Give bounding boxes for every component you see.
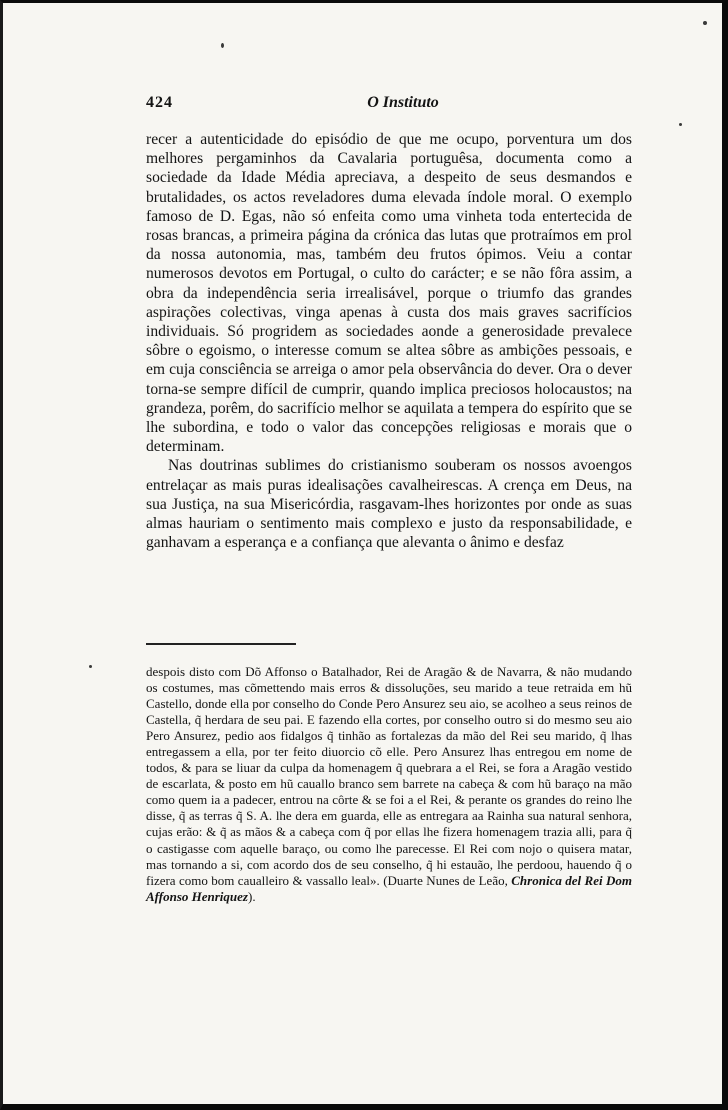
- footnote-citation: Chronica del Rei Dom Affonso Henriquez: [146, 872, 633, 904]
- footnote: [146, 664, 632, 905]
- footnote-rule: [146, 643, 296, 645]
- scan-speck: [703, 21, 707, 25]
- running-head: [146, 94, 630, 116]
- book-page: [118, 0, 633, 1100]
- footnote-citation-end: ).: [247, 888, 256, 904]
- footnote-text: despois disto com Dõ Affonso o Batalhador, Rei de Aragão & de Navarra, & não mudando os costumes, mas cõmettendo mais erros & dissoluções, seu marido a teue retraida em hũ Castello, donde ella por conselho do Conde Pero Ansurez seu aio, se acolheo a seus reinos de Castella, q̃ herdara de seu pai. E fazendo ella cortes, por conselho outro si do mesmo seu aio Pero Ansurez, pedio aos fidalgos q̃ tinhão as fortalezas da mão del Rei seu marido, q̃ lhas entregassem a ella, por ter feito diuorcio cõ elle. Pero Ansurez lhas entregou em nome de todos, & para se liuar da culpa da homenagem q̃ quebrara a el Rei, se fora a Aragão vestido de escarlata, & posto em hũ cauallo branco sem barrete na cabeça & com hũ baraço na mão como quem ia a padecer, entrou na côrte & se foi a el Rei, & perante os grandes do reino lhe disse, q̃ as terras q̃ S. A. lhe dera em guarda, elle as entregara aa Rainha sua natural senhora, cujas erão: & q̃ as mãos & a cabeça com q̃ por ellas lhe fizera homenagem trazia alli, para q̃ o castigasse com aquelle baraço, ou como lhe parecesse. El Rei com nojo o quisera matar, mas tornando a si, com acordo dos de seu conselho, q̃ hi estauão, lhe perdoou, hauendo q̃ o fizera como bom caualleiro & vassallo leal». (Duarte Nunes de Leão,: [146, 664, 632, 888]
- scan-speck: [89, 665, 92, 668]
- scan-speck: [679, 123, 682, 126]
- main-text: [146, 130, 632, 552]
- running-title: O Instituto: [367, 94, 439, 111]
- paragraph: [146, 456, 632, 552]
- page-number: 424: [146, 94, 173, 111]
- paragraph-text: Nas doutrinas sublimes do cristianismo souberam os nossos avoengos entrelaçar as mais puras idealisações cavalheirescas. A crença em Deus, na sua Justiça, na sua Misericórdia, rasgavam-lhes horizontes por onde as suas almas hauriam o sentimento mais complexo e justo da responsabilidade, e ganhavam a esperança e a confiança que alevanta o ânimo e desfaz: [146, 457, 632, 552]
- paragraph: recer a autenticidade do episódio de que me ocupo, porventura um dos melhores pergaminhos da Cavalaria portuguêsa, documenta como a sociedade da Idade Média apreciava, a despeito de seus desmandos e brutalidades, os actos reveladores duma elevada índole moral. O exemplo famoso de D. Egas, não só enfeita como uma vinheta toda entertecida de rosas brancas, a primeira página da crónica das lutas que protraímos em prol da nossa autonomia, mas, também deu frutos ópimos. Veiu a contar numerosos devotos em Portugal, o culto do carácter; e se não fôra assim, a obra da independência seria irrealisável, porque o triumfo das grandes aspirações colectivas, vinga apenas à custa dos mais graves sacrifícios individuais. Só progridem as sociedades aonde a generosidade prevalece sôbre o egoismo, o interesse comum se altea sôbre as ambições pessoais, e em cuja consciência se arreiga o amor pela observância do dever. Ora o dever torna-se sempre difícil de cumprir, quando implica preciosos holocaustos; na grandeza, porêm, do sacrifício melhor se aquilata a tempera do espírito que se lhe subordina, e todo o valor das concepções religiosas e morais que o determinam.: [146, 131, 632, 456]
